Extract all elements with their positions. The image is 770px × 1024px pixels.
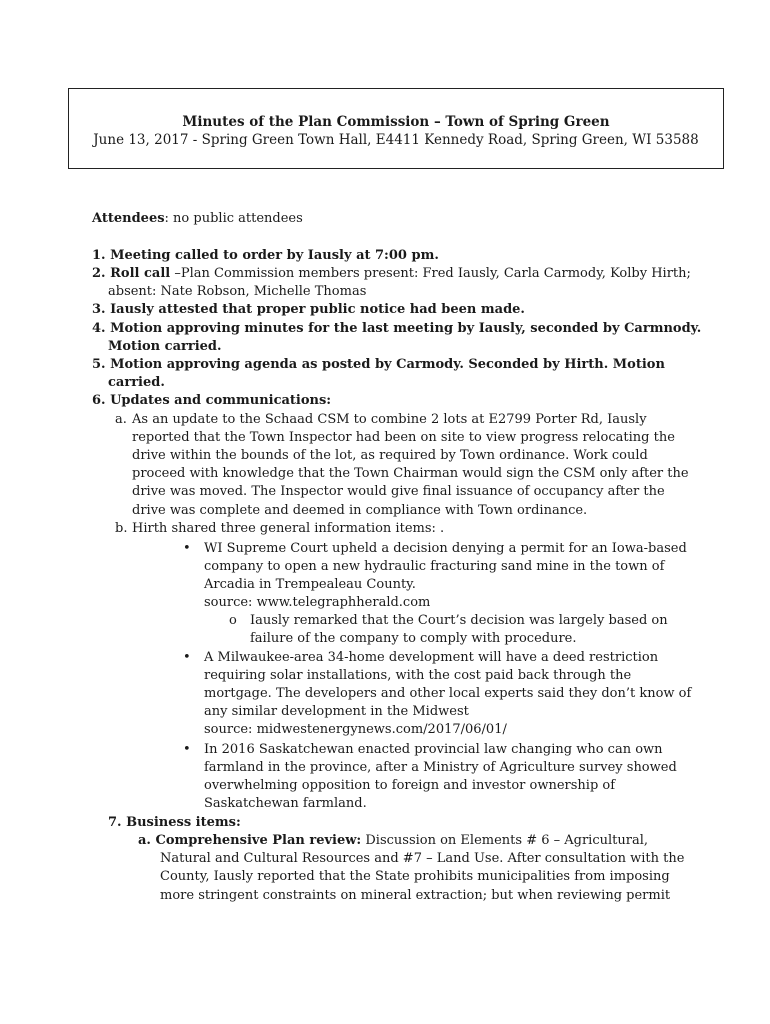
item-5-continued: carried. xyxy=(108,375,165,390)
item-4-continued: Motion carried. xyxy=(108,339,222,354)
bullet-3-line: In 2016 Saskatchewan enacted provincial law changing who can own xyxy=(204,742,663,757)
bullet-3-line: Saskatchewan farmland. xyxy=(204,796,367,811)
document-title: Minutes of the Plan Commission – Town of Spring Green xyxy=(182,114,610,130)
item-7a-text: Discussion on Elements # 6 – Agricultural, xyxy=(361,833,649,848)
bullet-1-line: WI Supreme Court upheld a decision denying a permit for an Iowa-based xyxy=(204,541,687,556)
bullet-2-line: any similar development in the Midwest xyxy=(204,704,469,719)
attendees-text: : no public attendees xyxy=(164,211,303,226)
item-2-text: –Plan Commission members present: Fred Iausly, Carla Carmody, Kolby Hirth; xyxy=(170,266,691,281)
item-6a-line: reported that the Town Inspector had been on site to view progress relocating the xyxy=(132,430,675,445)
bullet-2-line: A Milwaukee-area 34-home development will have a deed restriction xyxy=(204,650,659,665)
item-2-label: 2. Roll call xyxy=(92,266,171,281)
sub-bullet-icon: o xyxy=(229,613,237,628)
item-1: 1. Meeting called to order by Iausly at 7:00 pm. xyxy=(92,248,439,263)
item-4: 4. Motion approving minutes for the last meeting by Iausly, seconded by Carmnody. xyxy=(92,321,702,336)
item-6-heading: 6. Updates and communications: xyxy=(92,393,332,408)
bullet-icon: • xyxy=(183,742,191,757)
bullet-3-line: farmland in the province, after a Ministry of Agriculture survey showed xyxy=(204,760,677,775)
sub-bullet-line: failure of the company to comply with procedure. xyxy=(250,631,577,646)
bullet-1-line: Arcadia in Trempealeau County. xyxy=(204,577,416,592)
item-6a-line: As an update to the Schaad CSM to combine 2 lots at E2799 Porter Rd, Iausly xyxy=(132,412,647,427)
bullet-icon: • xyxy=(183,541,191,556)
item-7a-cont: County, Iausly reported that the State prohibits municipalities from imposing xyxy=(160,869,670,884)
item-6a-line: drive was moved. The Inspector would give final issuance of occupancy after the xyxy=(132,484,665,499)
header-box xyxy=(68,88,724,169)
item-2-continued: absent: Nate Robson, Michelle Thomas xyxy=(108,284,367,299)
item-7a-label: a. Comprehensive Plan review: xyxy=(138,833,362,848)
bullet-2-line: mortgage. The developers and other local experts said they don’t know of xyxy=(204,686,692,701)
item-5: 5. Motion approving agenda as posted by Carmody. Seconded by Hirth. Motion xyxy=(92,357,665,372)
item-6a-line: drive within the bounds of the lot, as required by Town ordinance. Work could xyxy=(132,448,648,463)
attendees-line xyxy=(92,210,303,228)
attendees-label: Attendees xyxy=(92,211,165,226)
bullet-2-line: source: midwestenergynews.com/2017/06/01/ xyxy=(204,722,507,737)
document-subtitle: June 13, 2017 - Spring Green Town Hall, E4411 Kennedy Road, Spring Green, WI 53588 xyxy=(93,132,699,148)
item-6a-marker: a. xyxy=(115,412,127,427)
sub-bullet-line: Iausly remarked that the Court’s decision was largely based on xyxy=(250,613,668,628)
item-6b-marker: b. xyxy=(115,521,128,536)
item-3: 3. Iausly attested that proper public notice had been made. xyxy=(92,302,525,317)
bullet-3-line: overwhelming opposition to foreign and investor ownership of xyxy=(204,778,616,793)
item-6a-line: proceed with knowledge that the Town Chairman would sign the CSM only after the xyxy=(132,466,689,481)
item-7a-line xyxy=(138,832,648,850)
item-7-heading: 7. Business items: xyxy=(108,815,241,830)
bullet-icon: • xyxy=(183,650,191,665)
item-6b-text: Hirth shared three general information items: . xyxy=(132,521,445,536)
item-7a-cont: Natural and Cultural Resources and #7 – Land Use. After consultation with the xyxy=(160,851,685,866)
item-7a-cont: more stringent constraints on mineral extraction; but when reviewing permit xyxy=(160,888,671,903)
item-2 xyxy=(92,265,691,283)
bullet-1-line: source: www.telegraphherald.com xyxy=(204,595,431,610)
bullet-2-line: requiring solar installations, with the cost paid back through the xyxy=(204,668,632,683)
item-6a-line: drive was complete and deemed in compliance with Town ordinance. xyxy=(132,503,588,518)
bullet-1-line: company to open a new hydraulic fracturing sand mine in the town of xyxy=(204,559,665,574)
